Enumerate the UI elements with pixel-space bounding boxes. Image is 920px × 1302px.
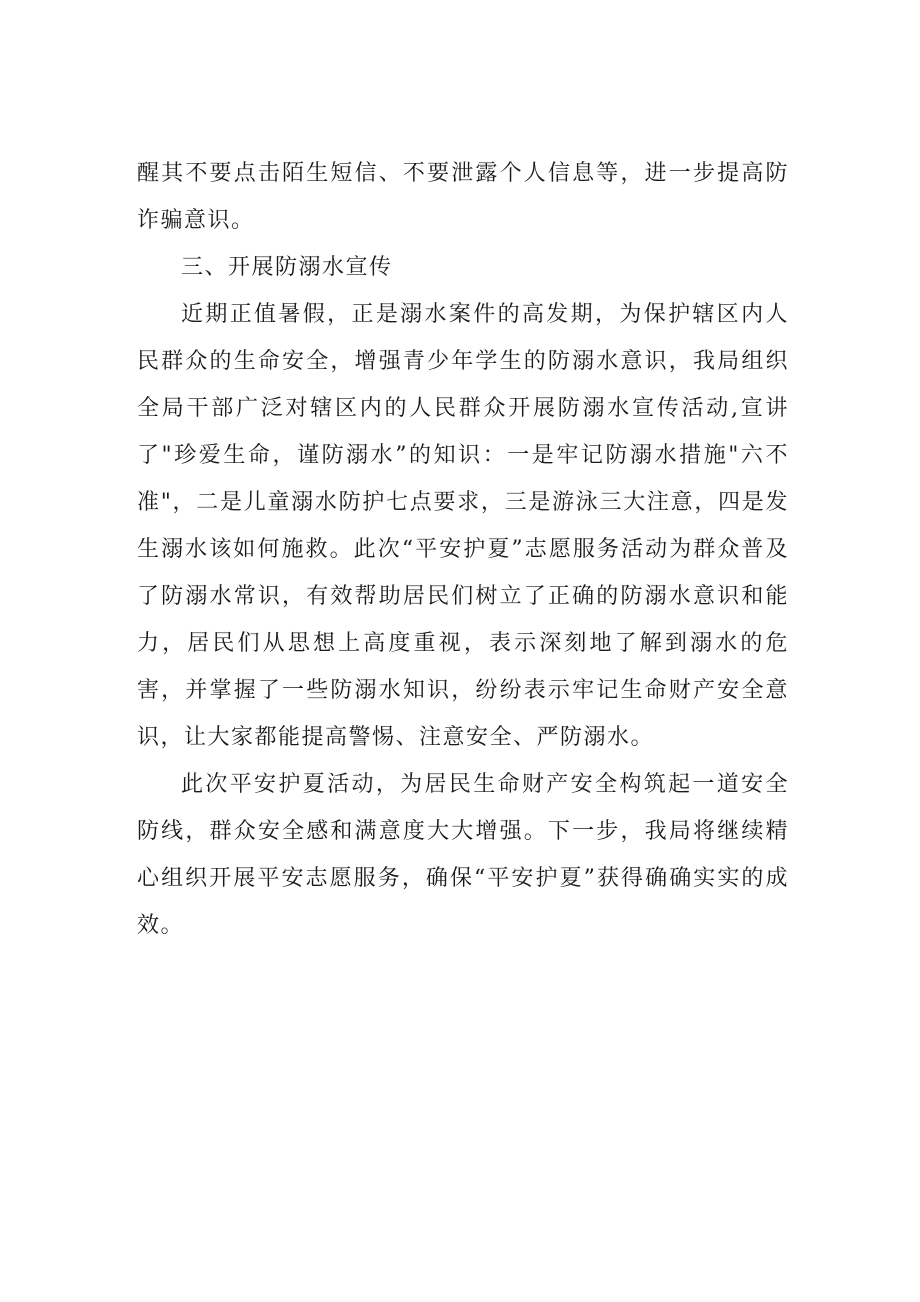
paragraph-continuation: 醒其不要点击陌生短信、不要泄露个人信息等，进一步提高防诈骗意识。 bbox=[137, 161, 789, 233]
section-heading-3: 三、开展防溺水宣传 bbox=[181, 255, 393, 280]
document-body bbox=[137, 150, 789, 949]
paragraph-anti-drowning: 近期正值暑假，正是溺水案件的高发期，为保护辖区内人民群众的生命安全，增强青少年学生的防溺水意识，我局组织全局干部广泛对辖区内的人民群众开展防溺水宣传活动,宣讲了"珍爱生命，谨防溺水”的知识：一是牢记防溺水措施"六不准"，二是儿童溺水防护七点要求，三是游泳三大注意，四是发生溺水该如何施救。此次“平安护夏”志愿服务活动为群众普及了防溺水常识，有效帮助居民们树立了正确的防溺水意识和能力，居民们从思想上高度重视，表示深刻地了解到溺水的危害，并掌握了一些防溺水知识，纷纷表示牢记生命财产安全意识，让大家都能提高警惕、注意安全、严防溺水。 bbox=[137, 302, 789, 750]
paragraph-conclusion: 此次平安护夏活动，为居民生命财产安全构筑起一道安全防线，群众安全感和满意度大大增强。下一步，我局将继续精心组织开展平安志愿服务，确保“平安护夏”获得确确实实的成效。 bbox=[137, 772, 789, 938]
